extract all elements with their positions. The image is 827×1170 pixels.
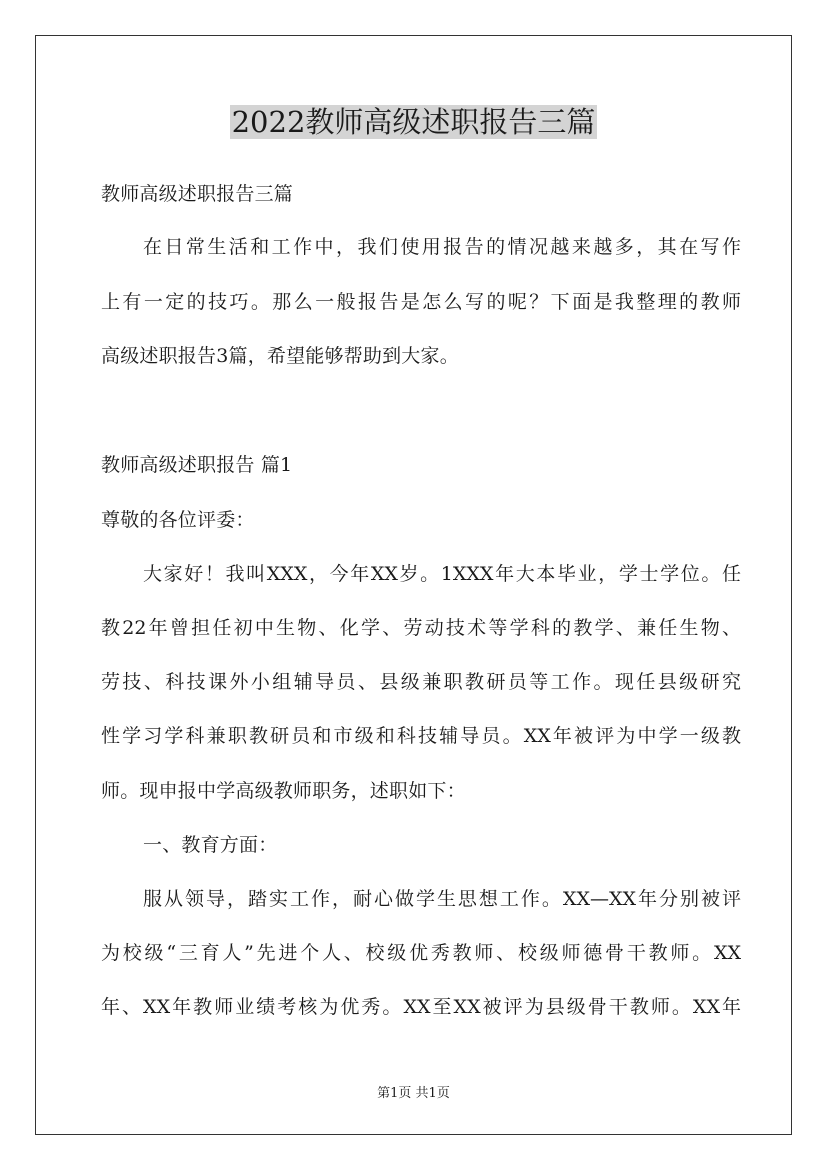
- intro-line-1: 在日常生活和工作中，我们使用报告的情况越来越多，其在写作: [143, 236, 741, 258]
- body-2-line-3: 年、XX年教师业绩考核为优秀。XX至XX被评为县级骨干教师。XX年: [101, 996, 741, 1018]
- subsection-heading: 一、教育方面：: [143, 834, 278, 856]
- document-title-text: 2022教师高级述职报告三篇: [231, 105, 596, 139]
- body-2-line-1: 服从领导，踏实工作，耐心做学生思想工作。XX—XX年分别被评: [143, 888, 741, 910]
- intro-line-2: 上有一定的技巧。那么一般报告是怎么写的呢？下面是我整理的教师: [101, 291, 741, 313]
- body-1-line-1: 大家好！我叫XXX，今年XX岁。1XXX年大本毕业，学士学位。任: [143, 563, 741, 585]
- body-2-line-2: 为校级“三育人”先进个人、校级优秀教师、校级师德骨干教师。XX: [101, 942, 741, 964]
- document-subtitle: 教师高级述职报告三篇: [101, 183, 294, 205]
- body-1-line-3: 劳技、科技课外小组辅导员、县级兼职教研员等工作。现任县级研究: [101, 671, 741, 693]
- body-1-line-5: 师。现申报中学高级教师职务，述职如下：: [101, 780, 466, 802]
- body-1-line-4: 性学习学科兼职教研员和市级和科技辅导员。XX年被评为中学一级教: [101, 725, 741, 747]
- body-1-line-2: 教22年曾担任初中生物、化学、劳动技术等学科的教学、兼任生物、: [101, 617, 741, 639]
- intro-line-3: 高级述职报告3篇，希望能够帮助到大家。: [101, 345, 459, 367]
- page-footer: 第1页 共1页: [377, 1086, 450, 1101]
- salutation: 尊敬的各位评委：: [101, 509, 255, 531]
- document-title: [0, 102, 827, 142]
- section-heading: 教师高级述职报告 篇1: [101, 454, 293, 476]
